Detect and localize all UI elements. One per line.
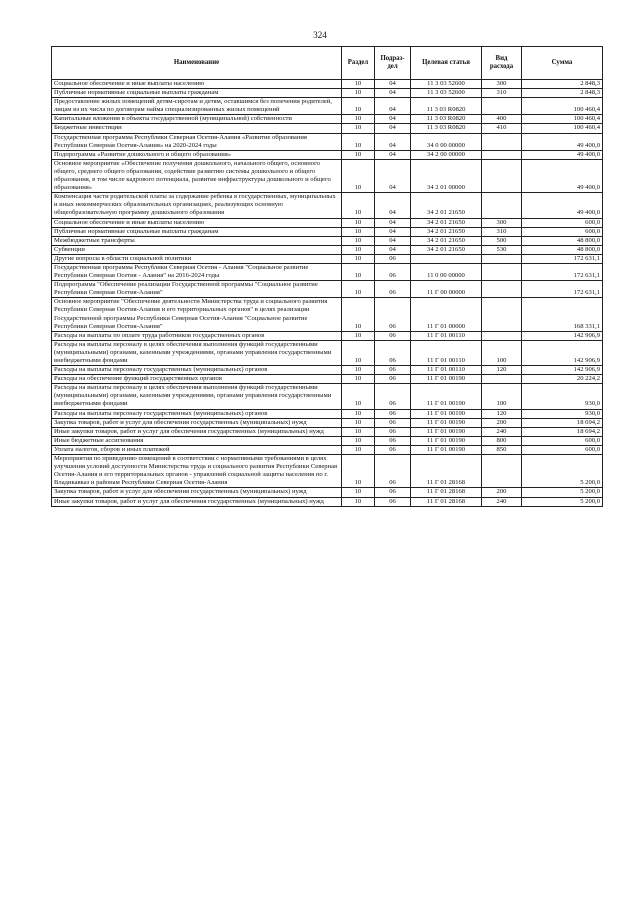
row-podrazdel-cell: 04 — [375, 133, 411, 150]
row-vid-cell: 850 — [482, 445, 522, 454]
row-podrazdel-cell: 06 — [375, 340, 411, 365]
row-name-cell: Иные закупки товаров, работ и услуг для обеспечения государственных (муниципальных) нужд — [52, 427, 342, 436]
row-celevaya-cell: 34 2 01 00000 — [411, 159, 482, 192]
row-podrazdel-cell: 04 — [375, 193, 411, 218]
row-razdel-cell: 10 — [342, 418, 375, 427]
table-body — [52, 80, 603, 507]
row-summa-cell: 930,0 — [522, 409, 603, 418]
row-razdel-cell: 10 — [342, 488, 375, 497]
row-podrazdel-cell: 06 — [375, 254, 411, 263]
row-vid-cell: 800 — [482, 436, 522, 445]
row-razdel-cell: 10 — [342, 455, 375, 488]
row-name-cell: Уплата налогов, сборов и иных платежей — [52, 445, 342, 454]
row-celevaya-cell: 11 Г 01 00110 — [411, 340, 482, 365]
row-vid-cell: 300 — [482, 218, 522, 227]
row-vid-cell — [482, 375, 522, 384]
row-razdel-cell: 10 — [342, 80, 375, 89]
row-razdel-cell: 10 — [342, 384, 375, 409]
row-celevaya-cell: 34 2 01 21650 — [411, 245, 482, 254]
row-celevaya-cell: 11 0 00 00000 — [411, 263, 482, 280]
row-name-cell: Государственная программа Республики Северная Осетия - Алания "Социальное развитие Республики Северная Осетия - Алания" на 2016-2024 годы — [52, 263, 342, 280]
row-celevaya-cell: 11 Г 01 00190 — [411, 445, 482, 454]
row-podrazdel-cell: 04 — [375, 124, 411, 133]
row-podrazdel-cell: 06 — [375, 281, 411, 298]
table-row — [52, 497, 603, 506]
row-razdel-cell: 10 — [342, 193, 375, 218]
row-summa-cell: 48 800,0 — [522, 245, 603, 254]
row-name-cell: Расходы на выплаты персоналу государственных (муниципальных) органов — [52, 366, 342, 375]
row-podrazdel-cell: 04 — [375, 150, 411, 159]
row-summa-cell: 172 631,1 — [522, 281, 603, 298]
row-celevaya-cell: 11 Г 01 00110 — [411, 331, 482, 340]
row-name-cell: Подпрограмма «Развитие дошкольного и общего образования» — [52, 150, 342, 159]
row-podrazdel-cell: 06 — [375, 263, 411, 280]
row-name-cell: Закупка товаров, работ и услуг для обеспечения государственных (муниципальных) нужд — [52, 488, 342, 497]
row-celevaya-cell: 11 3 03 R0820 — [411, 98, 482, 115]
table-row — [52, 89, 603, 98]
row-summa-cell: 2 848,3 — [522, 89, 603, 98]
row-summa-cell: 18 694,2 — [522, 427, 603, 436]
row-podrazdel-cell: 06 — [375, 366, 411, 375]
row-celevaya-cell: 11 Г 01 00190 — [411, 436, 482, 445]
row-podrazdel-cell: 06 — [375, 375, 411, 384]
row-podrazdel-cell: 06 — [375, 497, 411, 506]
header-podrazdel: Подраз-дел — [375, 47, 411, 80]
row-razdel-cell: 10 — [342, 218, 375, 227]
table-row — [52, 375, 603, 384]
row-vid-cell — [482, 263, 522, 280]
header-razdel: Раздел — [342, 47, 375, 80]
table-row — [52, 409, 603, 418]
row-celevaya-cell: 11 Г 00 00000 — [411, 281, 482, 298]
row-name-cell: Публичные нормативные социальные выплаты гражданам — [52, 227, 342, 236]
row-summa-cell: 168 331,1 — [522, 298, 603, 331]
row-summa-cell: 142 906,9 — [522, 331, 603, 340]
row-podrazdel-cell: 06 — [375, 445, 411, 454]
table-row — [52, 150, 603, 159]
table-row — [52, 254, 603, 263]
row-vid-cell: 100 — [482, 384, 522, 409]
row-razdel-cell: 10 — [342, 436, 375, 445]
row-celevaya-cell: 11 3 03 R0820 — [411, 115, 482, 124]
row-podrazdel-cell: 04 — [375, 89, 411, 98]
row-celevaya-cell: 34 2 01 21650 — [411, 193, 482, 218]
row-podrazdel-cell: 04 — [375, 159, 411, 192]
row-vid-cell: 310 — [482, 89, 522, 98]
row-name-cell: Расходы на выплаты персоналу в целях обеспечения выполнения функций государственными (муниципальными) органами, казенными учреждениями, органами управления государственными внебюджетными фондами — [52, 340, 342, 365]
row-celevaya-cell: 34 2 01 21650 — [411, 218, 482, 227]
row-vid-cell: 300 — [482, 80, 522, 89]
row-razdel-cell: 10 — [342, 227, 375, 236]
row-razdel-cell: 10 — [342, 298, 375, 331]
row-name-cell: Бюджетные инвестиции — [52, 124, 342, 133]
row-celevaya-cell: 11 3 03 52600 — [411, 89, 482, 98]
row-celevaya-cell: 34 0 00 00000 — [411, 133, 482, 150]
row-razdel-cell: 10 — [342, 497, 375, 506]
row-name-cell: Основное мероприятие «Обеспечение получения дошкольного, начального общего, основного общего, среднего общего образования, содействие развитию системы дошкольного и общего образования, в том числе кадрового потенциала, развитие инфраструктуры дошкольного и общего образования» — [52, 159, 342, 192]
row-podrazdel-cell: 06 — [375, 298, 411, 331]
row-podrazdel-cell: 04 — [375, 98, 411, 115]
row-name-cell: Расходы на обеспечение функций государственных органов — [52, 375, 342, 384]
table-header-row — [52, 47, 603, 80]
row-name-cell: Предоставление жилых помещений детям-сиротам и детям, оставшимся без попечения родителей, лицам из их числа по договорам найма специализированных жилых помещений — [52, 98, 342, 115]
row-summa-cell: 100 460,4 — [522, 115, 603, 124]
table-row — [52, 455, 603, 488]
row-vid-cell: 120 — [482, 366, 522, 375]
table-row — [52, 488, 603, 497]
table-row — [52, 340, 603, 365]
table-row — [52, 236, 603, 245]
row-razdel-cell: 10 — [342, 245, 375, 254]
row-razdel-cell: 10 — [342, 375, 375, 384]
table-row — [52, 193, 603, 218]
row-summa-cell: 142 906,9 — [522, 366, 603, 375]
row-celevaya-cell: 11 Г 01 00190 — [411, 409, 482, 418]
row-podrazdel-cell: 06 — [375, 384, 411, 409]
row-celevaya-cell: 11 Г 01 00110 — [411, 366, 482, 375]
row-razdel-cell: 10 — [342, 445, 375, 454]
row-razdel-cell: 10 — [342, 263, 375, 280]
row-vid-cell: 500 — [482, 236, 522, 245]
row-summa-cell: 2 848,3 — [522, 80, 603, 89]
row-summa-cell: 5 200,0 — [522, 497, 603, 506]
row-vid-cell — [482, 455, 522, 488]
row-summa-cell: 18 694,2 — [522, 418, 603, 427]
row-summa-cell: 49 400,0 — [522, 193, 603, 218]
row-summa-cell: 172 631,1 — [522, 263, 603, 280]
row-razdel-cell: 10 — [342, 133, 375, 150]
row-razdel-cell: 10 — [342, 340, 375, 365]
budget-table — [51, 46, 603, 507]
row-podrazdel-cell: 06 — [375, 409, 411, 418]
header-vid: Вид расхода — [482, 47, 522, 80]
row-razdel-cell: 10 — [342, 124, 375, 133]
table-row — [52, 445, 603, 454]
row-razdel-cell: 10 — [342, 98, 375, 115]
row-name-cell: Закупка товаров, работ и услуг для обеспечения государственных (муниципальных) нужд — [52, 418, 342, 427]
row-vid-cell — [482, 193, 522, 218]
header-summa: Сумма — [522, 47, 603, 80]
row-celevaya-cell: 11 Г 01 28168 — [411, 497, 482, 506]
row-celevaya-cell: 11 Г 01 00000 — [411, 298, 482, 331]
row-vid-cell: 240 — [482, 497, 522, 506]
row-celevaya-cell: 11 Г 01 28168 — [411, 488, 482, 497]
table-row — [52, 427, 603, 436]
row-celevaya-cell: 34 2 00 00000 — [411, 150, 482, 159]
row-celevaya-cell: 11 Г 01 00190 — [411, 384, 482, 409]
row-celevaya-cell — [411, 254, 482, 263]
row-vid-cell: 530 — [482, 245, 522, 254]
row-razdel-cell: 10 — [342, 254, 375, 263]
table-row — [52, 384, 603, 409]
row-name-cell: Иные бюджетные ассигнования — [52, 436, 342, 445]
row-name-cell: Социальное обеспечение и иные выплаты населению — [52, 80, 342, 89]
row-vid-cell — [482, 331, 522, 340]
row-vid-cell — [482, 133, 522, 150]
row-podrazdel-cell: 06 — [375, 455, 411, 488]
row-razdel-cell: 10 — [342, 150, 375, 159]
row-vid-cell — [482, 298, 522, 331]
row-summa-cell: 5 200,0 — [522, 455, 603, 488]
row-razdel-cell: 10 — [342, 331, 375, 340]
row-podrazdel-cell: 06 — [375, 436, 411, 445]
row-summa-cell: 5 200,0 — [522, 488, 603, 497]
table-row — [52, 298, 603, 331]
row-name-cell: Социальное обеспечение и иные выплаты населению — [52, 218, 342, 227]
row-razdel-cell: 10 — [342, 366, 375, 375]
row-name-cell: Субвенции — [52, 245, 342, 254]
row-summa-cell: 172 631,1 — [522, 254, 603, 263]
row-vid-cell: 100 — [482, 340, 522, 365]
row-razdel-cell: 10 — [342, 89, 375, 98]
row-razdel-cell: 10 — [342, 409, 375, 418]
row-celevaya-cell: 34 2 01 21650 — [411, 227, 482, 236]
row-name-cell: Подпрограмма "Обеспечение реализации Государственной программы "Социальное развитие Республики Северная Осетия-Алания" — [52, 281, 342, 298]
table-row — [52, 159, 603, 192]
row-podrazdel-cell: 04 — [375, 218, 411, 227]
row-vid-cell: 310 — [482, 227, 522, 236]
row-name-cell: Мероприятия по приведению помещений в соответствии с нормативными требованиями в целях улучшения условий доступности Министерства труда и социального развития Республики Северная Осетия-Алания и его территориальных органов - управлений социальной защиты населения по г. Владикавказ и районам Республики Северная Осетия-Алания — [52, 455, 342, 488]
row-summa-cell: 100 460,4 — [522, 124, 603, 133]
table-row — [52, 263, 603, 280]
row-celevaya-cell: 11 Г 01 28168 — [411, 455, 482, 488]
row-celevaya-cell: 11 3 03 52600 — [411, 80, 482, 89]
table-row — [52, 218, 603, 227]
row-podrazdel-cell: 04 — [375, 80, 411, 89]
row-vid-cell — [482, 159, 522, 192]
row-podrazdel-cell: 04 — [375, 245, 411, 254]
row-summa-cell: 49 400,0 — [522, 150, 603, 159]
row-celevaya-cell: 34 2 01 21650 — [411, 236, 482, 245]
row-summa-cell: 600,0 — [522, 218, 603, 227]
row-vid-cell: 200 — [482, 488, 522, 497]
row-name-cell: Государственная программа Республики Северная Осетия-Алания «Развитие образования Республики Северная Осетия-Алания» на 2020-2024 годы — [52, 133, 342, 150]
row-razdel-cell: 10 — [342, 115, 375, 124]
row-summa-cell: 49 400,0 — [522, 133, 603, 150]
row-name-cell: Расходы на выплаты персоналу в целях обеспечения выполнения функций государственными (муниципальными) органами, казенными учреждениями, органами управления государственными внебюджетными фондами — [52, 384, 342, 409]
header-name: Наименование — [52, 47, 342, 80]
row-summa-cell: 20 224,2 — [522, 375, 603, 384]
row-vid-cell: 240 — [482, 427, 522, 436]
row-name-cell: Иные закупки товаров, работ и услуг для обеспечения государственных (муниципальных) нужд — [52, 497, 342, 506]
row-summa-cell: 142 906,9 — [522, 340, 603, 365]
row-razdel-cell: 10 — [342, 427, 375, 436]
row-name-cell: Другие вопросы в области социальной политики — [52, 254, 342, 263]
row-summa-cell: 600,0 — [522, 227, 603, 236]
table-row — [52, 80, 603, 89]
table-row — [52, 436, 603, 445]
row-summa-cell: 48 800,0 — [522, 236, 603, 245]
row-podrazdel-cell: 06 — [375, 418, 411, 427]
row-podrazdel-cell: 06 — [375, 331, 411, 340]
row-vid-cell: 400 — [482, 115, 522, 124]
row-name-cell: Основное мероприятие "Обеспечение деятельности Министерства труда и социального развития Республики Северная Осетия-Алания и его территориальных органов" в целях реализации Государственной программы Республики Северная Осетия-Алания "Социальное развитие Республики Северная Осетия-Алания" — [52, 298, 342, 331]
row-vid-cell: 120 — [482, 409, 522, 418]
row-name-cell: Межбюджетные трансферты — [52, 236, 342, 245]
row-name-cell: Расходы на выплаты персоналу государственных (муниципальных) органов — [52, 409, 342, 418]
table-row — [52, 115, 603, 124]
row-razdel-cell: 10 — [342, 159, 375, 192]
header-celevaya: Целевая статья — [411, 47, 482, 80]
page-number: 324 — [313, 30, 327, 40]
row-vid-cell — [482, 281, 522, 298]
row-podrazdel-cell: 06 — [375, 488, 411, 497]
table-row — [52, 133, 603, 150]
table-row — [52, 418, 603, 427]
table-row — [52, 281, 603, 298]
table-row — [52, 124, 603, 133]
row-podrazdel-cell: 04 — [375, 115, 411, 124]
row-vid-cell: 410 — [482, 124, 522, 133]
table-row — [52, 331, 603, 340]
row-summa-cell: 100 460,4 — [522, 98, 603, 115]
row-celevaya-cell: 11 3 03 R0820 — [411, 124, 482, 133]
row-podrazdel-cell: 04 — [375, 236, 411, 245]
row-razdel-cell: 10 — [342, 281, 375, 298]
row-podrazdel-cell: 04 — [375, 227, 411, 236]
table-row — [52, 98, 603, 115]
row-summa-cell: 49 400,0 — [522, 159, 603, 192]
row-celevaya-cell: 11 Г 01 00190 — [411, 418, 482, 427]
row-name-cell: Капитальные вложения в объекты государственной (муниципальной) собственности — [52, 115, 342, 124]
row-name-cell: Публичные нормативные социальные выплаты гражданам — [52, 89, 342, 98]
row-celevaya-cell: 11 Г 01 00190 — [411, 375, 482, 384]
row-summa-cell: 600,0 — [522, 445, 603, 454]
row-vid-cell — [482, 150, 522, 159]
row-podrazdel-cell: 06 — [375, 427, 411, 436]
row-vid-cell — [482, 98, 522, 115]
row-summa-cell: 600,0 — [522, 436, 603, 445]
row-vid-cell: 200 — [482, 418, 522, 427]
row-summa-cell: 930,0 — [522, 384, 603, 409]
row-razdel-cell: 10 — [342, 236, 375, 245]
table-row — [52, 227, 603, 236]
row-name-cell: Компенсация части родительской платы за содержание ребенка в государственных, муниципальных и иных некоммерческих образовательных организациях, реализующих основную общеобразовательную программу дошкольного образования — [52, 193, 342, 218]
table-row — [52, 245, 603, 254]
row-vid-cell — [482, 254, 522, 263]
row-celevaya-cell: 11 Г 01 00190 — [411, 427, 482, 436]
row-name-cell: Расходы на выплаты по оплате труда работников государственных органов — [52, 331, 342, 340]
table-row — [52, 366, 603, 375]
